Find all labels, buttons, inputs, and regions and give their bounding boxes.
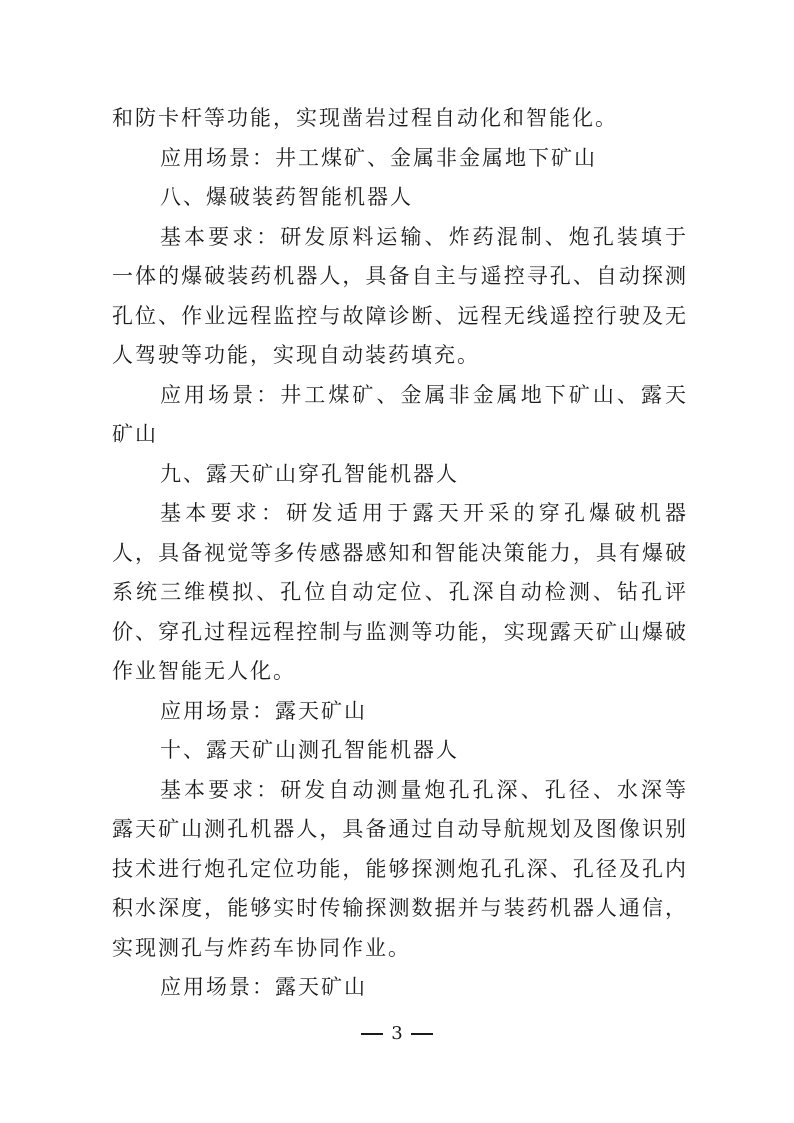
paragraph-scenario: 应用场景：井工煤矿、金属非金属地下矿山: [160, 145, 597, 170]
document-body: [112, 99, 688, 1008]
paragraph-scenario: 应用场景：露天矿山: [160, 975, 367, 999]
paragraph-scenario: 应用场景：井工煤矿、金属非金属地下矿山、露天矿山: [112, 382, 688, 446]
footer-dash-left: [361, 1033, 383, 1035]
page-footer: [0, 1022, 794, 1046]
paragraph-requirement: 基本要求：研发原料运输、炸药混制、炮孔装填于一体的爆破装药机器人，具备自主与遥控寻孔、自动探测孔位、作业远程监控与故障诊断、远程无线遥控行驶及无人驾驶等功能，实现自动装药填充。: [112, 224, 688, 367]
paragraph-requirement: 基本要求：研发适用于露天开采的穿孔爆破机器人，具备视觉等多传感器感知和智能决策能力，具有爆破系统三维模拟、孔位自动定位、孔深自动检测、钻孔评价、穿孔过程远程控制与监测等功能，实现露天矿山爆破作业智能无人化。: [112, 501, 688, 683]
paragraph-continuation: 和防卡杆等功能，实现凿岩过程自动化和智能化。: [112, 106, 618, 130]
paragraph-scenario: 应用场景：露天矿山: [160, 698, 367, 723]
section-heading-9: 九、露天矿山穿孔智能机器人: [160, 461, 459, 486]
section-heading-10: 十、露天矿山测孔智能机器人: [160, 738, 459, 762]
paragraph-requirement: 基本要求：研发自动测量炮孔孔深、孔径、水深等露天矿山测孔机器人，具备通过自动导航规划及图像识别技术进行炮孔定位功能，能够探测炮孔孔深、孔径及孔内积水深度，能够实时传输探测数据并与装药机器人通信，实现测孔与炸药车协同作业。: [112, 777, 688, 960]
page-number: 3: [391, 1023, 403, 1044]
section-heading-8: 八、爆破装药智能机器人: [160, 185, 413, 209]
footer-dash-right: [411, 1033, 433, 1035]
